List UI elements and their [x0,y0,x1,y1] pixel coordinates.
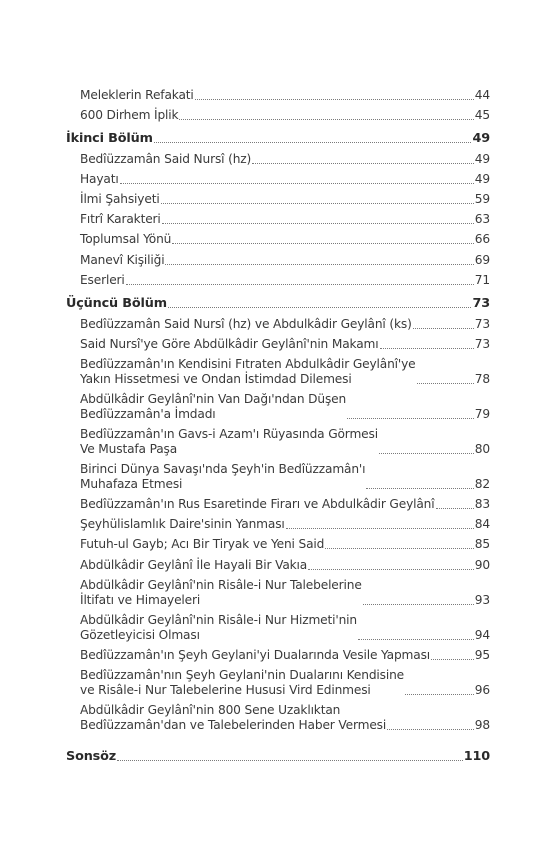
toc-page-number: 49 [474,172,490,187]
toc-entry-title-line: Bedîüzzamân'ın Rus Esaretinde Firarı ve Abdulkâdir Geylânî [80,497,435,512]
toc-page-number: 79 [474,406,490,421]
dot-leader [195,98,474,100]
toc-page-number: 73 [474,316,490,331]
toc-page-number: 93 [474,592,490,607]
toc-page-number: 84 [474,517,490,532]
toc-page-number: 94 [474,627,490,642]
toc-entry-title [80,578,362,608]
toc-entry-title [80,108,178,123]
dot-leader [380,347,474,349]
toc-entry-title-line: Üçüncü Bölüm [66,295,167,311]
toc-entry[interactable] [66,212,490,227]
toc-entry-title [80,253,164,268]
toc-entry-title-line: Bedîüzzamân Said Nursî (hz) [80,152,252,167]
dot-leader [405,693,474,695]
toc-section-heading[interactable] [66,296,490,311]
dot-leader [252,162,474,164]
toc-entry[interactable] [66,152,490,167]
toc-entry[interactable] [66,273,490,288]
toc-entry-title-line: Abdülkâdir Geylânî İle Hayali Bir Vakıa [80,557,308,572]
toc-page-number: 73 [472,295,490,311]
toc-entry[interactable] [66,517,490,532]
toc-entry[interactable] [66,357,490,387]
toc-entry-title-line: Meleklerin Refakati [80,88,194,102]
toc-entry-title-line: Muhafaza Etmesi [80,477,183,492]
toc-section-heading[interactable] [66,131,490,146]
toc-entry-title-line: Şeyhülislamlık Daire'sinin Yanması [80,517,285,532]
toc-entry[interactable] [66,648,490,663]
toc-page-number: 73 [474,336,490,351]
toc-entry-title [80,668,404,698]
toc-page-number: 78 [474,371,490,386]
dot-leader [179,118,473,120]
toc-page-number: 66 [474,232,490,247]
toc-entry[interactable] [66,497,490,512]
toc-entry-title-line: Abdülkâdir Geylânî'nin Risâle-i Nur Hizmeti'nin [80,612,357,627]
toc-entry-title-line: Ve Mustafa Paşa [80,442,178,457]
dot-leader [387,728,474,730]
toc-entry-title-line: İlmi Şahsiyeti [80,192,160,207]
dot-leader [126,283,474,285]
toc-page-number: 44 [474,88,490,102]
toc-page-number: 63 [474,212,490,227]
toc-entry[interactable] [66,427,490,457]
toc-entry-title [80,273,125,288]
table-of-contents [66,88,490,770]
toc-entry-title-line: Bedîüzzamân'a İmdadı [80,406,216,421]
toc-page-number: 49 [472,131,490,147]
toc-entry[interactable] [66,578,490,608]
dot-leader [347,417,474,419]
toc-page-number: 95 [474,647,490,662]
toc-entry-title-line: Bedîüzzamân'dan ve Talebelerinden Haber Vermesi [80,717,387,732]
toc-entry-title [80,337,379,352]
dot-leader [363,603,474,605]
toc-page-number: 98 [474,717,490,732]
toc-entry-title-line: ve Risâle-i Nur Talebelerine Hususi Vird Edinmesi [80,682,371,697]
dot-leader [417,382,474,384]
toc-entry-title [80,703,386,733]
toc-page-number: 82 [474,477,490,492]
dot-leader [172,242,474,244]
toc-entry[interactable] [66,108,490,123]
toc-entry-title [80,558,307,573]
toc-entry-title [80,462,365,492]
toc-entry-title-line: Said Nursî'ye Göre Abdülkâdir Geylânî'nin Makamı [80,336,379,351]
toc-entry-title-line: Yakın Hissetmesi ve Ondan İstimdad Dilemesi [80,371,352,386]
toc-entry[interactable] [66,337,490,352]
toc-entry[interactable] [66,172,490,187]
toc-entry-title [80,427,378,457]
toc-entry[interactable] [66,613,490,643]
toc-entry-title-line: Bedîüzzamân'ın Gavs-i Azam'ı Rüyasında Görmesi [80,427,378,442]
toc-entry[interactable] [66,88,490,103]
toc-entry-title [80,232,171,247]
dot-leader [413,327,474,329]
toc-entry-title [66,296,167,311]
toc-entry-title [66,749,116,764]
toc-entry-title-line: Gözetleyicisi Olması [80,627,200,642]
dot-leader [436,507,474,509]
dot-leader [165,263,473,265]
toc-section-heading[interactable] [66,749,490,764]
toc-entry-title-line: Bedîüzzamân Said Nursî (hz) ve Abdulkâdir Geylânî (ks) [80,316,412,331]
dot-leader [379,452,474,454]
toc-entry-title-line: Fıtrî Karakteri [80,212,161,227]
dot-leader [286,527,474,529]
toc-entry-title-line: Sonsöz [66,748,117,764]
toc-entry-title-line: Futuh-ul Gayb; Acı Bir Tiryak ve Yeni Said [80,537,325,552]
dot-leader [154,141,472,143]
toc-entry-title [80,192,160,207]
toc-entry-title [80,517,285,532]
toc-entry[interactable] [66,668,490,698]
toc-entry[interactable] [66,558,490,573]
toc-entry[interactable] [66,317,490,332]
dot-leader [161,202,474,204]
dot-leader [120,182,474,184]
toc-entry[interactable] [66,703,490,733]
toc-page-number: 96 [474,682,490,697]
dot-leader [117,759,463,761]
toc-entry-title [80,172,119,187]
dot-leader [325,547,474,549]
dot-leader [358,638,474,640]
toc-page-number: 69 [474,252,490,267]
toc-entry-title [80,648,430,663]
toc-entry-title-line: Abdülkâdir Geylânî'nin Van Dağı'ndan Düşen [80,391,347,406]
toc-entry-title-line: Bedîüzzamân'ın Kendisini Fıtraten Abdulkâdir Geylânî'ye [80,356,416,371]
toc-page-number: 83 [474,497,490,512]
toc-entry-title [80,212,161,227]
toc-entry[interactable] [66,462,490,492]
toc-entry-title-line: İltifatı ve Himayeleri [80,592,201,607]
toc-page-number: 71 [474,272,490,287]
toc-entry-title [80,357,416,387]
toc-entry-title-line: 600 Dirhem İplik [80,108,179,123]
toc-entry[interactable] [66,392,490,422]
toc-page-number: 49 [474,152,490,167]
toc-entry-title [80,152,251,167]
toc-entry[interactable] [66,192,490,207]
dot-leader [366,487,473,489]
toc-entry-title [80,88,194,103]
dot-leader [168,306,472,308]
toc-page-number: 80 [474,442,490,457]
dot-leader [162,222,474,224]
toc-entry-title-line: Abdülkâdir Geylânî'nin 800 Sene Uzaklıktan [80,702,341,717]
toc-entry-title-line: Hayatı [80,172,119,187]
toc-entry-title [80,497,435,512]
toc-entry-title-line: Bedîüzzamân'ın Şeyh Geylani'yi Dualarında Vesile Yapması [80,647,431,662]
toc-entry-title-line: İkinci Bölüm [66,131,153,147]
toc-entry-title-line: Eserleri [80,272,125,287]
toc-entry-title [80,317,412,332]
toc-entry[interactable] [66,253,490,268]
toc-entry[interactable] [66,537,490,552]
toc-entry-title [80,537,324,552]
toc-page-number: 110 [463,748,490,764]
toc-entry-title-line: Toplumsal Yönü [80,232,172,247]
dot-leader [308,568,474,570]
toc-entry-title-line: Abdülkâdir Geylânî'nin Risâle-i Nur Talebelerine [80,577,362,592]
toc-page-number: 59 [474,192,490,207]
toc-entry-title [80,613,357,643]
toc-entry-title-line: Manevî Kişiliği [80,252,165,267]
toc-entry-title [80,392,346,422]
toc-entry-title [66,131,153,146]
dot-leader [431,658,474,660]
toc-entry-title-line: Bedîüzzamân'nın Şeyh Geylani'nin Dualarını Kendisine [80,667,405,682]
toc-entry-title-line: Birinci Dünya Savaşı'nda Şeyh'in Bedîüzzamân'ı [80,462,366,477]
toc-page-number: 45 [474,108,490,123]
toc-page-number: 90 [474,557,490,572]
toc-page-number: 85 [474,537,490,552]
toc-entry[interactable] [66,232,490,247]
